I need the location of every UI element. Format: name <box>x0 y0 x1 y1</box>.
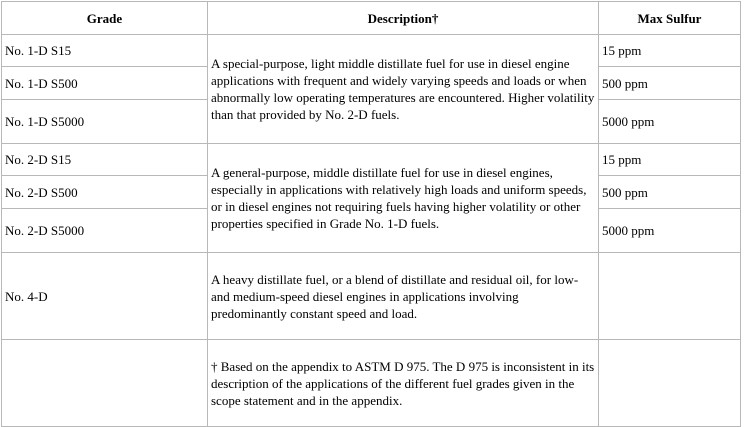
description-cell: A special-purpose, light middle distillate fuel for use in diesel engine applications with frequent and widely varying speeds and loads or when abnormally low operating temperatures are encountered. Higher volatility than that provided by No. 2-D fuels. <box>208 35 599 144</box>
header-description: Description† <box>208 2 599 35</box>
grade-cell: No. 1-D S500 <box>2 67 208 100</box>
grade-cell: No. 4-D <box>2 253 208 340</box>
table-row <box>2 253 741 340</box>
grade-cell: No. 2-D S500 <box>2 176 208 209</box>
grade-cell: No. 1-D S5000 <box>2 100 208 144</box>
grade-cell: No. 2-D S5000 <box>2 209 208 253</box>
description-cell: A heavy distillate fuel, or a blend of distillate and residual oil, for low- and medium-speed diesel engines in applications involving predominantly constant speed and load. <box>208 253 599 340</box>
header-grade: Grade <box>2 2 208 35</box>
sulfur-cell: 5000 ppm <box>599 100 741 144</box>
grade-cell: No. 2-D S15 <box>2 144 208 176</box>
sulfur-cell: 15 ppm <box>599 35 741 67</box>
sulfur-cell: 15 ppm <box>599 144 741 176</box>
footnote-cell: † Based on the appendix to ASTM D 975. The D 975 is inconsistent in its description of the applications of the different fuel grades given in the scope statement and in the appendix. <box>208 340 599 427</box>
description-cell: A general-purpose, middle distillate fuel for use in diesel engines, especially in applications with relatively high loads and uniform speeds, or in diesel engines not requiring fuels having higher volatility or other properties specified in Grade No. 1-D fuels. <box>208 144 599 253</box>
header-row <box>2 2 741 35</box>
sulfur-cell <box>599 253 741 340</box>
grade-cell: No. 1-D S15 <box>2 35 208 67</box>
sulfur-cell: 500 ppm <box>599 67 741 100</box>
sulfur-cell: 5000 ppm <box>599 209 741 253</box>
table-row <box>2 144 741 176</box>
empty-cell <box>2 340 208 427</box>
sulfur-cell: 500 ppm <box>599 176 741 209</box>
empty-cell <box>599 340 741 427</box>
header-max-sulfur: Max Sulfur <box>599 2 741 35</box>
table-row <box>2 35 741 67</box>
footnote-row <box>2 340 741 427</box>
fuel-grades-table <box>1 1 741 427</box>
